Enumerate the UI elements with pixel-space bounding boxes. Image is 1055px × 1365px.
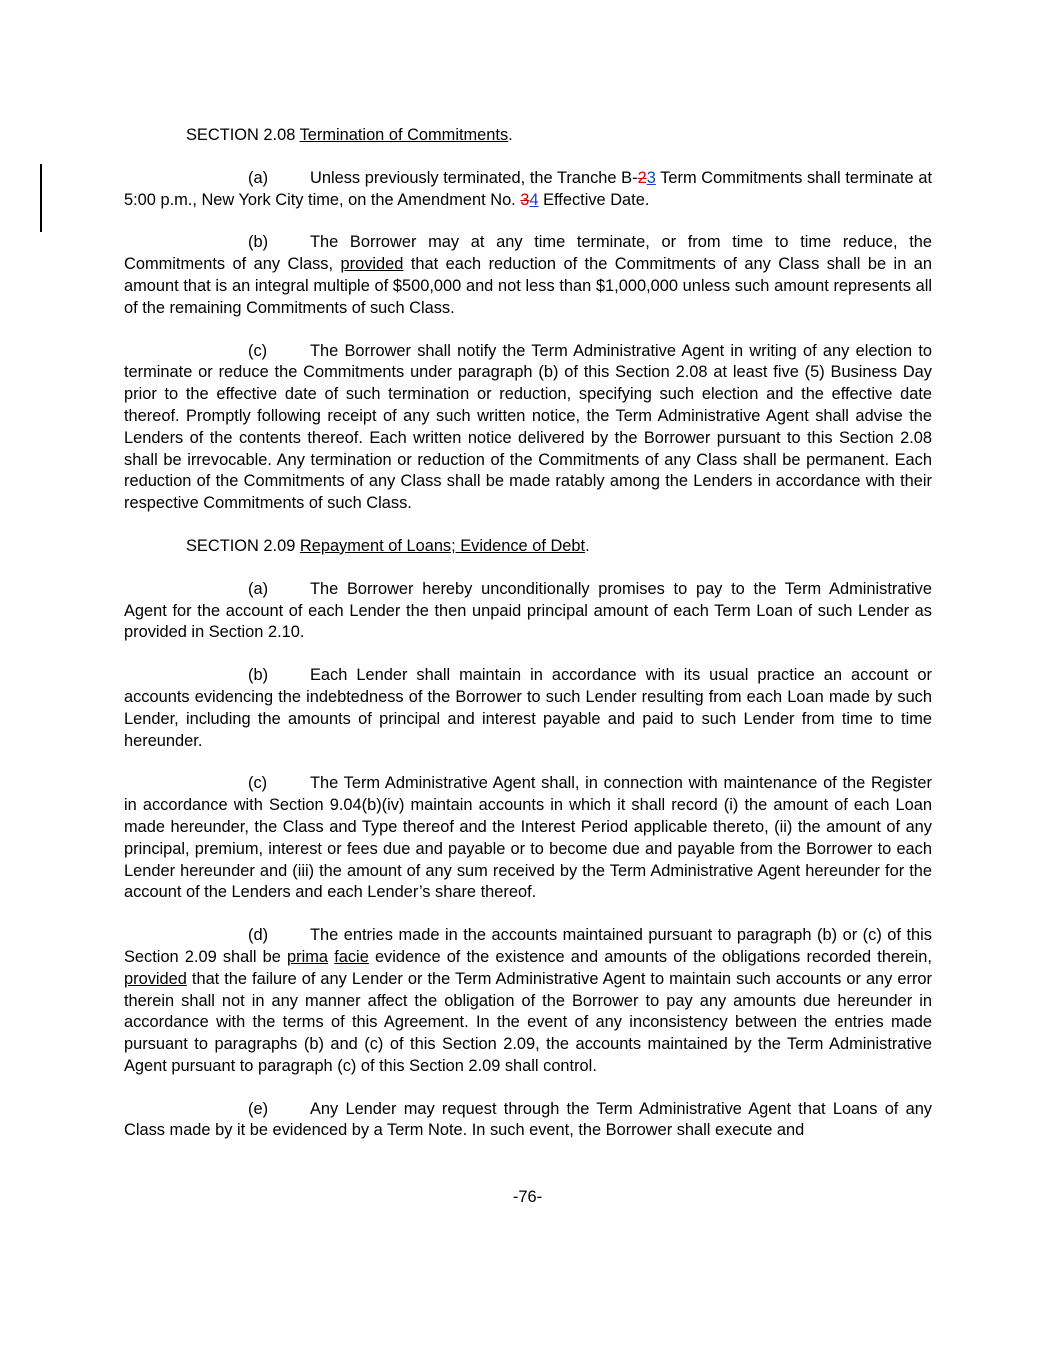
section-2-08-heading: SECTION 2.08 Termination of Commitments. xyxy=(186,126,513,144)
document-body xyxy=(124,125,932,1163)
paragraph-label: (a) xyxy=(248,168,269,187)
paragraph-2-09-c: (c) The Term Administrative Agent shall, in connection with maintenance of the Register in accordance with Section 9.04(b)(iv) maintain accounts in which it shall record (i) the amount of each Loan made hereunder, the Class and Type thereof and the Interest Period applicable thereto, (ii) the amount of any principal, premium, interest or fees due and payable or to become due and payable from the Borrower to each Lender hereunder and (iii) the amount of any sum received by the Term Administrative Agent hereunder for the account of the Lenders and each Lender’s share thereof. xyxy=(124,774,932,902)
deleted-text: 3 xyxy=(520,190,530,209)
section-number: SECTION 2.08 xyxy=(186,126,296,144)
paragraph-label: (c) xyxy=(248,774,268,793)
paragraph-label: (c) xyxy=(248,341,268,360)
section-2-09-heading: SECTION 2.09 Repayment of Loans; Evidence of Debt. xyxy=(186,536,590,555)
section-title: Termination of Commitments xyxy=(299,126,509,144)
paragraph-2-08-b: (b) The Borrower may at any time terminate, or from time to time reduce, the Commitments of any Class, provided that each reduction of the Commitments of any Class shall be in an amount that is an integral multiple of $500,000 and not less than $1,000,000 unless such amount represents all of the remaining Commitments of such Class. xyxy=(124,233,932,317)
paragraph-2-08-a: (a) Unless previously terminated, the Tranche B-23 Term Commitments shall terminate at 5:00 p.m., New York City time, on the Amendment No. 34 Effective Date. xyxy=(124,168,932,209)
paragraph-label: (d) xyxy=(248,926,269,945)
paragraph-2-08-c: (c) The Borrower shall notify the Term Administrative Agent in writing of any election to terminate or reduce the Commitments under paragraph (b) of this Section 2.08 at least five (5) Business Day prior to the effective date of such termination or reduction, specifying such election and the effective date thereof. Promptly following receipt of any such written notice, the Term Administrative Agent shall advise the Lenders of the contents thereof. Each written notice delivered by the Borrower pursuant to this Section 2.08 shall be irrevocable. Any termination or reduction of the Commitments of any Class shall be permanent. Each reduction of the Commitments of any Class shall be made ratably among the Lenders in accordance with their respective Commitments of such Class. xyxy=(124,341,932,513)
section-number: SECTION 2.09 xyxy=(186,536,296,555)
paragraph-label: (e) xyxy=(248,1099,269,1118)
paragraph-label: (b) xyxy=(248,233,269,252)
underlined-term: facie xyxy=(334,947,369,966)
page-number: -76- xyxy=(512,1188,543,1206)
inserted-text: 3 xyxy=(646,168,656,187)
revision-change-bar xyxy=(40,164,42,232)
underlined-term: provided xyxy=(340,255,404,274)
paragraph-2-09-d: (d) The entries made in the accounts maintained pursuant to paragraph (b) or (c) of this Section 2.09 shall be prima facie evidence of the existence and amounts of the obligations recorded therein, provided that the failure of any Lender or the Term Administrative Agent to maintain such accounts or any error therein shall not in any manner affect the obligation of the Borrower to pay any amounts due hereunder in accordance with the terms of this Agreement. In the event of any inconsistency between the entries made pursuant to paragraphs (b) and (c) of this Section 2.09, the accounts maintained by the Term Administrative Agent pursuant to paragraph (c) of this Section 2.09 shall control. xyxy=(124,926,932,1075)
underlined-term: provided xyxy=(124,969,187,988)
inserted-text: 4 xyxy=(529,190,539,209)
paragraph-2-09-a: (a) The Borrower hereby unconditionally promises to pay to the Term Administrative Agent for the account of each Lender the then unpaid principal amount of each Term Loan of such Lender as provided in Section 2.10. xyxy=(124,579,932,642)
paragraph-label: (b) xyxy=(248,666,269,685)
paragraph-label: (a) xyxy=(248,579,269,598)
section-title: Repayment of Loans; Evidence of Debt xyxy=(299,536,586,555)
deleted-text: 2 xyxy=(637,168,647,187)
paragraph-2-09-b: (b) Each Lender shall maintain in accordance with its usual practice an account or accounts evidencing the indebtedness of the Borrower to such Lender resulting from each Loan made by such Lender, including the amounts of principal and interest payable and paid to such Lender from time to time hereunder. xyxy=(124,666,932,750)
paragraph-2-09-e: (e) Any Lender may request through the Term Administrative Agent that Loans of any Class made by it be evidenced by a Term Note. In such event, the Borrower shall execute and xyxy=(124,1099,932,1140)
underlined-term: prima xyxy=(287,947,329,966)
